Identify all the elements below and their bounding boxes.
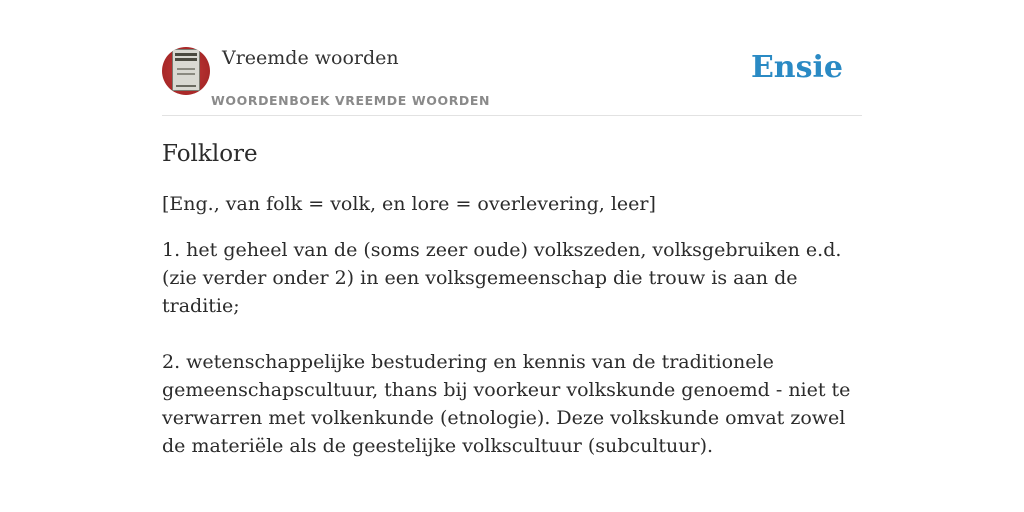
entry-content (162, 138, 862, 460)
entry-word: Folklore (162, 141, 258, 167)
definition-2: 2. wetenschappelijke bestudering en kennis van de traditionele gemeenschapscultuur, thans bij voorkeur volkskunde genoemd - niet te verwarren met volkenkunde (etnologie). Deze volkskunde omvat zowel de materiële als de geestelijke volkscultuur (subcultuur). (162, 351, 851, 457)
definition-1: 1. het geheel van de (soms zeer oude) volkszeden, volksgebruiken e.d. (zie verder onder 2) in een volksgemeenschap die trouw is aan de traditie; (162, 239, 842, 317)
site-subtitle: WOORDENBOEK VREEMDE WOORDEN (211, 93, 491, 108)
site-title[interactable]: Vreemde woorden (222, 47, 399, 69)
book-cover-avatar[interactable] (162, 47, 210, 95)
site-header (162, 46, 862, 116)
ensie-logo[interactable]: Ensie (750, 50, 843, 85)
entry-etymology: [Eng., van folk = volk, en lore = overlevering, leer] (162, 193, 656, 215)
book-icon (172, 49, 200, 91)
